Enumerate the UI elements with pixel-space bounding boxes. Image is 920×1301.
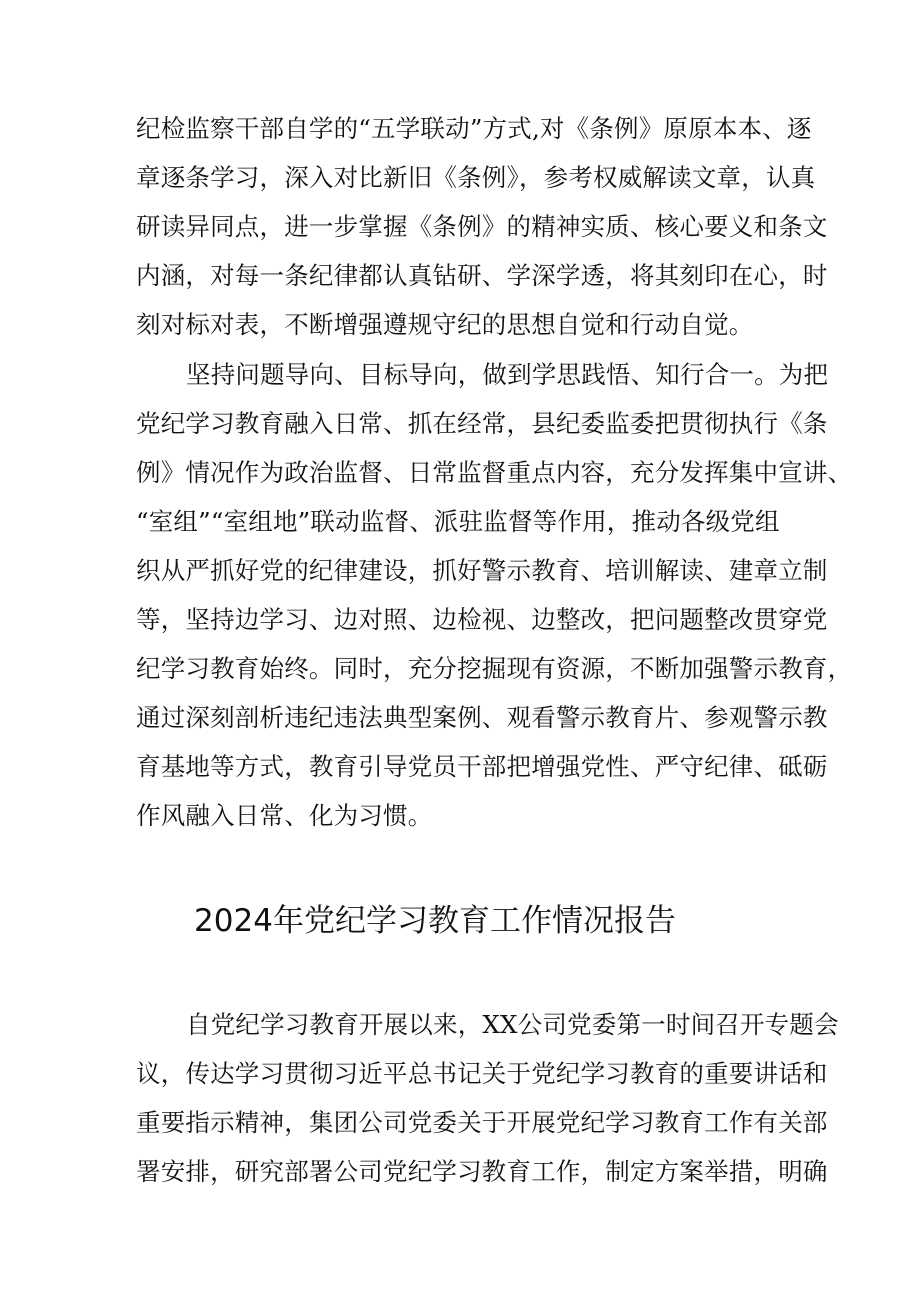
text-line: 自党纪学习教育开展以来，XX公司党委第一时间召开专题会 <box>186 1010 839 1039</box>
text-line: 织从严抓好党的纪律建设，抓好警示教育、培训解读、建章立制 <box>136 556 828 585</box>
text-line: 刻对标对表，不断增强遵规守纪的思想自觉和行动自觉。 <box>136 310 754 339</box>
text-line: 党纪学习教育融入日常、抓在经常，县纪委监委把贯彻执行《条 <box>136 409 828 438</box>
text-line: 坚持问题导向、目标导向，做到学思践悟、知行合一。为把 <box>186 360 829 389</box>
text-line: 育基地等方式，教育引导党员干部把增强党性、严守纪律、砥砺 <box>136 752 828 781</box>
paragraph-3 <box>136 1000 839 1196</box>
text-line: 重要指示精神，集团公司党委关于开展党纪学习教育工作有关部 <box>136 1108 828 1137</box>
text-line: “室组”“室组地”联动监督、派驻监督等作用，推动各级党组 <box>136 507 780 536</box>
text-line: 作风融入日常、化为习惯。 <box>136 801 433 830</box>
text-line: 等，坚持边学习、边对照、边检视、边整改，把问题整改贯穿党 <box>136 605 828 634</box>
text-line: 议，传达学习贯彻习近平总书记关于党纪学习教育的重要讲话和 <box>136 1059 828 1088</box>
text-line: 研读异同点，进一步掌握《条例》的精神实质、核心要义和条文 <box>136 212 828 241</box>
text-line: 通过深刻剖析违纪违法典型案例、观看警示教育片、参观警示教 <box>136 703 828 732</box>
text-line: 内涵，对每一条纪律都认真钻研、学深学透，将其刻印在心，时 <box>136 261 828 290</box>
paragraph-1 <box>136 104 828 349</box>
text-line: 章逐条学习，深入对比新旧《条例》，参考权威解读文章，认真 <box>136 163 816 192</box>
text-line: 纪学习教育始终。同时，充分挖掘现有资源，不断加强警示教育， <box>136 654 853 683</box>
text-line: 纪检监察干部自学的“五学联动”方式,对《条例》原原本本、逐 <box>136 114 812 143</box>
text-line: 例》情况作为政治监督、日常监督重点内容，充分发挥集中宣讲、 <box>136 458 853 487</box>
paragraph-2 <box>136 350 853 840</box>
text-line: 署安排，研究部署公司党纪学习教育工作，制定方案举措，明确 <box>136 1157 828 1186</box>
report-title: 2024年党纪学习教育工作情况报告 <box>194 903 676 939</box>
